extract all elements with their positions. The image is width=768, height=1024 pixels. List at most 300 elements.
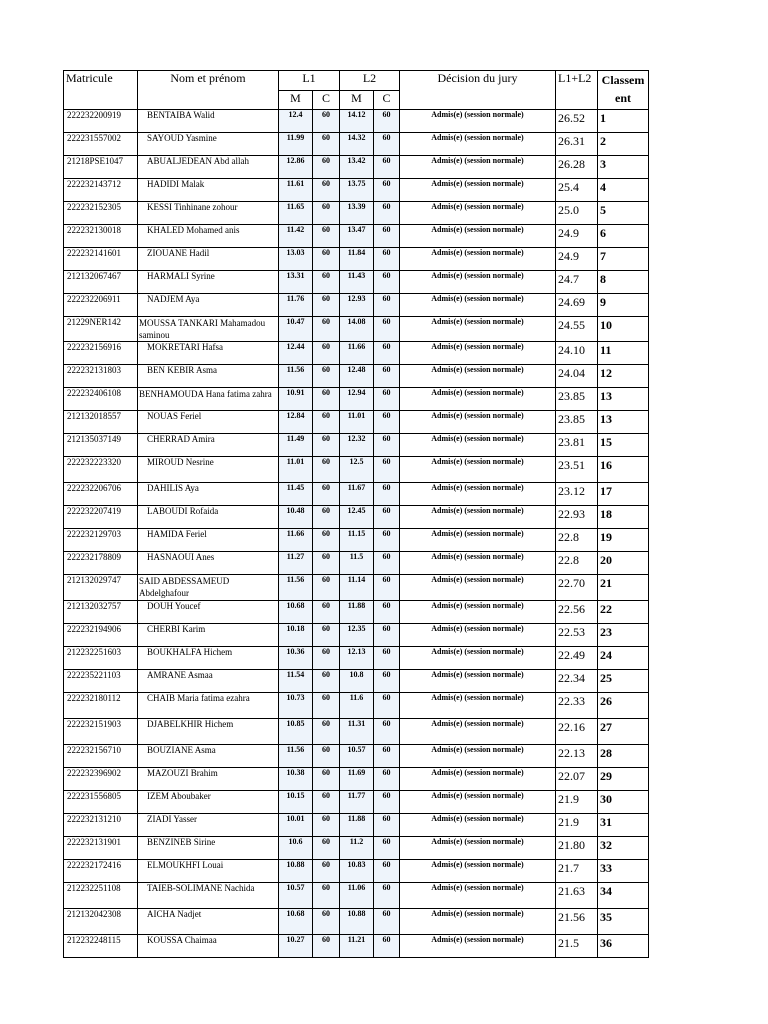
table-row [64, 411, 649, 434]
l2-moyenne-cell: 12.45 [340, 506, 374, 529]
matricule-cell: 222232178809 [64, 552, 138, 575]
l1-moyenne-cell: 11.99 [279, 133, 313, 156]
matricule-cell: 222232194906 [64, 624, 138, 647]
table-row [64, 575, 649, 601]
matricule-cell: 21229NER142 [64, 317, 138, 342]
decision-cell: Admis(e) (session normale) [400, 179, 556, 202]
l1-moyenne-cell: 11.76 [279, 294, 313, 317]
table-row [64, 791, 649, 814]
l1-moyenne-cell: 11.45 [279, 483, 313, 506]
l1l2-total-cell: 21.9 [556, 814, 598, 837]
l1l2-total-cell: 26.31 [556, 133, 598, 156]
l2-credits-cell: 60 [374, 110, 400, 133]
l1-moyenne-cell: 11.56 [279, 575, 313, 601]
l1-credits-cell: 60 [313, 837, 340, 860]
l1l2-total-cell: 22.07 [556, 768, 598, 791]
l1l2-total-cell: 21.5 [556, 935, 598, 958]
decision-cell: Admis(e) (session normale) [400, 506, 556, 529]
decision-cell: Admis(e) (session normale) [400, 624, 556, 647]
l1-credits-cell: 60 [313, 483, 340, 506]
classement-cell: 15 [598, 434, 649, 457]
decision-cell: Admis(e) (session normale) [400, 317, 556, 342]
l1-moyenne-cell: 11.56 [279, 365, 313, 388]
l2-moyenne-cell: 13.39 [340, 202, 374, 225]
name-cell: KHALED Mohamed anis [138, 225, 279, 248]
matricule-cell: 222231556805 [64, 791, 138, 814]
l2-credits-cell: 60 [374, 225, 400, 248]
header-matricule: Matricule [64, 71, 138, 110]
header-l2: L2 [340, 71, 400, 91]
l1l2-total-cell: 24.55 [556, 317, 598, 342]
l2-credits-cell: 60 [374, 411, 400, 434]
l1-moyenne-cell: 10.38 [279, 768, 313, 791]
l1-credits-cell: 60 [313, 434, 340, 457]
l1-moyenne-cell: 11.66 [279, 529, 313, 552]
l2-moyenne-cell: 11.43 [340, 271, 374, 294]
decision-cell: Admis(e) (session normale) [400, 575, 556, 601]
classement-cell: 30 [598, 791, 649, 814]
name-cell: ZIADI Yasser [138, 814, 279, 837]
name-cell: BENHAMOUDA Hana fatima zahra [138, 388, 279, 411]
table-row [64, 202, 649, 225]
l2-credits-cell: 60 [374, 365, 400, 388]
table-row [64, 670, 649, 693]
l2-credits-cell: 60 [374, 294, 400, 317]
name-cell: LABOUDI Rofaida [138, 506, 279, 529]
l1-moyenne-cell: 10.85 [279, 719, 313, 745]
l1l2-total-cell: 22.34 [556, 670, 598, 693]
classement-cell: 16 [598, 457, 649, 483]
decision-cell: Admis(e) (session normale) [400, 529, 556, 552]
classement-cell: 20 [598, 552, 649, 575]
l1-moyenne-cell: 10.91 [279, 388, 313, 411]
decision-cell: Admis(e) (session normale) [400, 719, 556, 745]
l1-credits-cell: 60 [313, 693, 340, 719]
matricule-cell: 222232130018 [64, 225, 138, 248]
l1-credits-cell: 60 [313, 365, 340, 388]
table-row [64, 693, 649, 719]
matricule-cell: 222232206911 [64, 294, 138, 317]
l1-moyenne-cell: 11.65 [279, 202, 313, 225]
matricule-cell: 222235221103 [64, 670, 138, 693]
header-decision: Décision du jury [400, 71, 556, 110]
name-cell: BOUKHALFA Hichem [138, 647, 279, 670]
matricule-cell: 222232151903 [64, 719, 138, 745]
classement-cell: 2 [598, 133, 649, 156]
l1-moyenne-cell: 10.48 [279, 506, 313, 529]
l2-credits-cell: 60 [374, 909, 400, 935]
l1l2-total-cell: 26.52 [556, 110, 598, 133]
l1l2-total-cell: 23.85 [556, 388, 598, 411]
l1l2-total-cell: 23.85 [556, 411, 598, 434]
table-row [64, 365, 649, 388]
classement-cell: 32 [598, 837, 649, 860]
l1l2-total-cell: 23.81 [556, 434, 598, 457]
l2-credits-cell: 60 [374, 883, 400, 909]
table-row [64, 317, 649, 342]
l1-credits-cell: 60 [313, 768, 340, 791]
name-cell: BOUZIANE Asma [138, 745, 279, 768]
l1l2-total-cell: 24.9 [556, 225, 598, 248]
l1-credits-cell: 60 [313, 529, 340, 552]
l1-moyenne-cell: 10.68 [279, 601, 313, 624]
matricule-cell: 212132029747 [64, 575, 138, 601]
matricule-cell: 222232156916 [64, 342, 138, 365]
l1-credits-cell: 60 [313, 179, 340, 202]
header-l1: L1 [279, 71, 340, 91]
l2-moyenne-cell: 12.5 [340, 457, 374, 483]
l1l2-total-cell: 25.4 [556, 179, 598, 202]
name-cell: BEN KEBIR Asma [138, 365, 279, 388]
l1-credits-cell: 60 [313, 552, 340, 575]
l2-credits-cell: 60 [374, 814, 400, 837]
header-l1-m: M [279, 91, 313, 110]
l2-moyenne-cell: 10.83 [340, 860, 374, 883]
l1-credits-cell: 60 [313, 411, 340, 434]
classement-cell: 29 [598, 768, 649, 791]
matricule-cell: 222232141601 [64, 248, 138, 271]
name-cell: HAMIDA Feriel [138, 529, 279, 552]
name-cell: SAID ABDESSAMEUD Abdelghafour [138, 575, 279, 601]
table-row [64, 434, 649, 457]
decision-cell: Admis(e) (session normale) [400, 156, 556, 179]
matricule-cell: 212232251603 [64, 647, 138, 670]
table-row [64, 248, 649, 271]
l1-moyenne-cell: 11.49 [279, 434, 313, 457]
l2-moyenne-cell: 14.32 [340, 133, 374, 156]
l1-credits-cell: 60 [313, 317, 340, 342]
l1l2-total-cell: 24.04 [556, 365, 598, 388]
l2-moyenne-cell: 11.01 [340, 411, 374, 434]
table-row [64, 552, 649, 575]
l2-moyenne-cell: 10.88 [340, 909, 374, 935]
classement-cell: 36 [598, 935, 649, 958]
l2-moyenne-cell: 12.93 [340, 294, 374, 317]
l1l2-total-cell: 22.56 [556, 601, 598, 624]
l2-credits-cell: 60 [374, 388, 400, 411]
l1-moyenne-cell: 10.18 [279, 624, 313, 647]
classement-cell: 13 [598, 411, 649, 434]
decision-cell: Admis(e) (session normale) [400, 434, 556, 457]
matricule-cell: 222232172416 [64, 860, 138, 883]
l2-moyenne-cell: 11.14 [340, 575, 374, 601]
classement-cell: 26 [598, 693, 649, 719]
l2-moyenne-cell: 13.47 [340, 225, 374, 248]
l1-credits-cell: 60 [313, 647, 340, 670]
name-cell: SAYOUD Yasmine [138, 133, 279, 156]
l2-moyenne-cell: 12.13 [340, 647, 374, 670]
name-cell: ELMOUKHFI Louai [138, 860, 279, 883]
l2-moyenne-cell: 13.75 [340, 179, 374, 202]
l1l2-total-cell: 25.0 [556, 202, 598, 225]
matricule-cell: 222232156710 [64, 745, 138, 768]
classement-cell: 4 [598, 179, 649, 202]
decision-cell: Admis(e) (session normale) [400, 457, 556, 483]
name-cell: MOKRETARI Hafsa [138, 342, 279, 365]
decision-cell: Admis(e) (session normale) [400, 768, 556, 791]
l2-moyenne-cell: 13.42 [340, 156, 374, 179]
name-cell: IZEM Aboubaker [138, 791, 279, 814]
l2-credits-cell: 60 [374, 624, 400, 647]
l1-moyenne-cell: 13.31 [279, 271, 313, 294]
decision-cell: Admis(e) (session normale) [400, 670, 556, 693]
name-cell: HASNAOUI Anes [138, 552, 279, 575]
l1-credits-cell: 60 [313, 133, 340, 156]
name-cell: CHERBI Karim [138, 624, 279, 647]
l1-credits-cell: 60 [313, 883, 340, 909]
table-row [64, 271, 649, 294]
decision-cell: Admis(e) (session normale) [400, 133, 556, 156]
l2-credits-cell: 60 [374, 342, 400, 365]
table-row [64, 457, 649, 483]
l2-credits-cell: 60 [374, 179, 400, 202]
name-cell: CHAIB Maria fatima ezahra [138, 693, 279, 719]
decision-cell: Admis(e) (session normale) [400, 225, 556, 248]
l1-moyenne-cell: 13.03 [279, 248, 313, 271]
l1-moyenne-cell: 10.15 [279, 791, 313, 814]
table-row [64, 768, 649, 791]
l1l2-total-cell: 22.8 [556, 552, 598, 575]
table-row [64, 909, 649, 935]
l2-moyenne-cell: 11.2 [340, 837, 374, 860]
decision-cell: Admis(e) (session normale) [400, 110, 556, 133]
l2-moyenne-cell: 11.15 [340, 529, 374, 552]
l2-credits-cell: 60 [374, 506, 400, 529]
classement-cell: 21 [598, 575, 649, 601]
l2-moyenne-cell: 11.6 [340, 693, 374, 719]
l1-credits-cell: 60 [313, 719, 340, 745]
table-row [64, 294, 649, 317]
classement-cell: 25 [598, 670, 649, 693]
l2-credits-cell: 60 [374, 768, 400, 791]
l1l2-total-cell: 21.9 [556, 791, 598, 814]
l2-moyenne-cell: 11.06 [340, 883, 374, 909]
table-row [64, 110, 649, 133]
l1-moyenne-cell: 12.84 [279, 411, 313, 434]
l1-moyenne-cell: 12.4 [279, 110, 313, 133]
name-cell: NOUAS Feriel [138, 411, 279, 434]
name-cell: BENZINEB Sirine [138, 837, 279, 860]
l1l2-total-cell: 24.69 [556, 294, 598, 317]
l1-credits-cell: 60 [313, 791, 340, 814]
matricule-cell: 222232180112 [64, 693, 138, 719]
table-row [64, 342, 649, 365]
table-row [64, 225, 649, 248]
decision-cell: Admis(e) (session normale) [400, 248, 556, 271]
decision-cell: Admis(e) (session normale) [400, 935, 556, 958]
l2-credits-cell: 60 [374, 271, 400, 294]
name-cell: AMRANE Asmaa [138, 670, 279, 693]
results-table [63, 70, 649, 958]
name-cell: TAIEB-SOLIMANE Nachida [138, 883, 279, 909]
table-row [64, 601, 649, 624]
l2-credits-cell: 60 [374, 202, 400, 225]
l1-moyenne-cell: 11.61 [279, 179, 313, 202]
l1l2-total-cell: 21.63 [556, 883, 598, 909]
l1-moyenne-cell: 10.73 [279, 693, 313, 719]
name-cell: NADJEM Aya [138, 294, 279, 317]
l2-credits-cell: 60 [374, 457, 400, 483]
header-l2-c: C [374, 91, 400, 110]
l2-moyenne-cell: 11.21 [340, 935, 374, 958]
matricule-cell: 212132032757 [64, 601, 138, 624]
l1-credits-cell: 60 [313, 110, 340, 133]
l2-credits-cell: 60 [374, 575, 400, 601]
l2-moyenne-cell: 11.66 [340, 342, 374, 365]
name-cell: HARMALI Syrine [138, 271, 279, 294]
classement-cell: 13 [598, 388, 649, 411]
decision-cell: Admis(e) (session normale) [400, 814, 556, 837]
header-nom: Nom et prénom [138, 71, 279, 110]
name-cell: KOUSSA Chaimaa [138, 935, 279, 958]
l1l2-total-cell: 22.33 [556, 693, 598, 719]
decision-cell: Admis(e) (session normale) [400, 860, 556, 883]
l1-credits-cell: 60 [313, 814, 340, 837]
matricule-cell: 212135037149 [64, 434, 138, 457]
name-cell: KESSI Tinhinane zohour [138, 202, 279, 225]
table-row [64, 179, 649, 202]
decision-cell: Admis(e) (session normale) [400, 745, 556, 768]
name-cell: MAZOUZI Brahim [138, 768, 279, 791]
l2-credits-cell: 60 [374, 745, 400, 768]
matricule-cell: 222232131210 [64, 814, 138, 837]
classement-cell: 5 [598, 202, 649, 225]
l2-moyenne-cell: 11.84 [340, 248, 374, 271]
classement-cell: 24 [598, 647, 649, 670]
decision-cell: Admis(e) (session normale) [400, 294, 556, 317]
l1-credits-cell: 60 [313, 271, 340, 294]
classement-cell: 23 [598, 624, 649, 647]
l1-moyenne-cell: 10.57 [279, 883, 313, 909]
classement-cell: 6 [598, 225, 649, 248]
l1-credits-cell: 60 [313, 457, 340, 483]
l1-moyenne-cell: 12.44 [279, 342, 313, 365]
table-row [64, 719, 649, 745]
classement-cell: 19 [598, 529, 649, 552]
header-l1-c: C [313, 91, 340, 110]
l2-moyenne-cell: 11.69 [340, 768, 374, 791]
l2-credits-cell: 60 [374, 317, 400, 342]
table-row [64, 624, 649, 647]
l2-credits-cell: 60 [374, 670, 400, 693]
l1l2-total-cell: 24.7 [556, 271, 598, 294]
header-classement: Classem ent [598, 71, 649, 110]
l1l2-total-cell: 23.51 [556, 457, 598, 483]
classement-cell: 35 [598, 909, 649, 935]
decision-cell: Admis(e) (session normale) [400, 411, 556, 434]
decision-cell: Admis(e) (session normale) [400, 837, 556, 860]
table-row [64, 837, 649, 860]
l1-credits-cell: 60 [313, 601, 340, 624]
matricule-cell: 212132042308 [64, 909, 138, 935]
l2-credits-cell: 60 [374, 483, 400, 506]
l2-credits-cell: 60 [374, 837, 400, 860]
classement-cell: 8 [598, 271, 649, 294]
l2-credits-cell: 60 [374, 791, 400, 814]
matricule-cell: 222232396902 [64, 768, 138, 791]
matricule-cell: 222232131803 [64, 365, 138, 388]
table-row [64, 506, 649, 529]
l1l2-total-cell: 22.93 [556, 506, 598, 529]
l1-credits-cell: 60 [313, 248, 340, 271]
matricule-cell: 222232131901 [64, 837, 138, 860]
table-row [64, 529, 649, 552]
table-row [64, 814, 649, 837]
classement-cell: 9 [598, 294, 649, 317]
decision-cell: Admis(e) (session normale) [400, 271, 556, 294]
matricule-cell: 21218PSE1047 [64, 156, 138, 179]
name-cell: BENTAIBA Walid [138, 110, 279, 133]
classement-cell: 1 [598, 110, 649, 133]
l2-credits-cell: 60 [374, 248, 400, 271]
l2-moyenne-cell: 10.8 [340, 670, 374, 693]
l1l2-total-cell: 21.7 [556, 860, 598, 883]
l2-credits-cell: 60 [374, 601, 400, 624]
l1-credits-cell: 60 [313, 506, 340, 529]
l1-credits-cell: 60 [313, 388, 340, 411]
l1-credits-cell: 60 [313, 342, 340, 365]
decision-cell: Admis(e) (session normale) [400, 647, 556, 670]
l1-credits-cell: 60 [313, 575, 340, 601]
l2-moyenne-cell: 14.12 [340, 110, 374, 133]
name-cell: MOUSSA TANKARI Mahamadou saminou [138, 317, 279, 342]
l1l2-total-cell: 22.70 [556, 575, 598, 601]
decision-cell: Admis(e) (session normale) [400, 552, 556, 575]
l2-credits-cell: 60 [374, 434, 400, 457]
matricule-cell: 212132067467 [64, 271, 138, 294]
decision-cell: Admis(e) (session normale) [400, 693, 556, 719]
l1-moyenne-cell: 10.36 [279, 647, 313, 670]
l1-moyenne-cell: 11.56 [279, 745, 313, 768]
l2-credits-cell: 60 [374, 860, 400, 883]
classement-cell: 34 [598, 883, 649, 909]
l2-moyenne-cell: 14.08 [340, 317, 374, 342]
l1-moyenne-cell: 11.27 [279, 552, 313, 575]
l1-moyenne-cell: 10.6 [279, 837, 313, 860]
l2-moyenne-cell: 12.48 [340, 365, 374, 388]
l1l2-total-cell: 24.10 [556, 342, 598, 365]
l1-credits-cell: 60 [313, 745, 340, 768]
l1-credits-cell: 60 [313, 909, 340, 935]
l1-moyenne-cell: 10.01 [279, 814, 313, 837]
l2-moyenne-cell: 11.5 [340, 552, 374, 575]
l2-credits-cell: 60 [374, 156, 400, 179]
l2-moyenne-cell: 11.88 [340, 601, 374, 624]
matricule-cell: 222232406108 [64, 388, 138, 411]
l2-moyenne-cell: 12.32 [340, 434, 374, 457]
l1-credits-cell: 60 [313, 156, 340, 179]
decision-cell: Admis(e) (session normale) [400, 483, 556, 506]
l2-credits-cell: 60 [374, 529, 400, 552]
table-row [64, 133, 649, 156]
decision-cell: Admis(e) (session normale) [400, 909, 556, 935]
name-cell: ZIOUANE Hadil [138, 248, 279, 271]
decision-cell: Admis(e) (session normale) [400, 202, 556, 225]
decision-cell: Admis(e) (session normale) [400, 342, 556, 365]
table-row [64, 935, 649, 958]
l2-moyenne-cell: 12.94 [340, 388, 374, 411]
l1l2-total-cell: 21.56 [556, 909, 598, 935]
l2-credits-cell: 60 [374, 133, 400, 156]
name-cell: DOUH Youcef [138, 601, 279, 624]
l1-moyenne-cell: 12.86 [279, 156, 313, 179]
matricule-cell: 222232200919 [64, 110, 138, 133]
classement-cell: 12 [598, 365, 649, 388]
table-row [64, 883, 649, 909]
decision-cell: Admis(e) (session normale) [400, 365, 556, 388]
header-l2-m: M [340, 91, 374, 110]
name-cell: AICHA Nadjet [138, 909, 279, 935]
